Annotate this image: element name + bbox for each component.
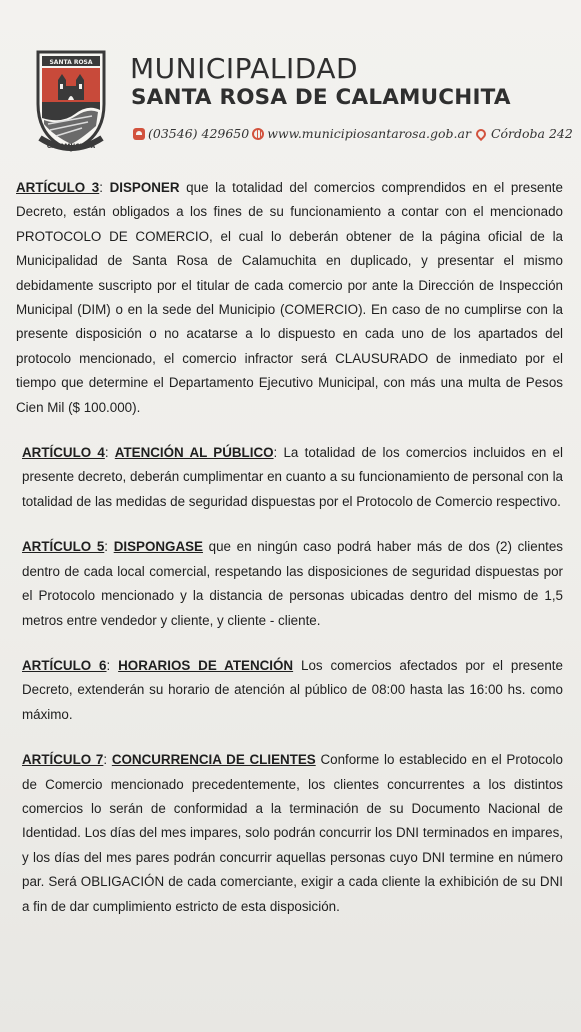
- article-text: que en ningún caso podrá haber más de dos (2) clientes dentro de cada local comercial, respetando las disposiciones de seguridad dispuestas por el Protocolo mencionado y la distancia de personas ubicadas dentro del mismo de 1,5 metros entre vendedor y cliente, y cliente - cliente.: [22, 539, 563, 628]
- article-heading: CONCURRENCIA DE CLIENTES: [111, 752, 316, 768]
- article-text: Conforme lo establecido en el Protocolo de Comercio mencionado precedentemente, los clientes concurrentes a los distintos comercios lo serán de conformidad a la terminación de su Documento Nacional de Identidad. Los días del mes impares, solo podrán concurrir los DNI terminados en impares, y los días del mes pares podrán concurrir aquellas personas cuyo DNI termine en número par. Será OBLIGACIÓN de cada comerciante, exigir a cada cliente la exhibición de su DNI a fin de dar cumplimiento estricto de esta disposición.: [22, 752, 563, 914]
- article-separator: :: [104, 445, 115, 461]
- article-separator: :: [104, 539, 114, 555]
- article-3: [16, 176, 563, 420]
- article-5: [22, 535, 563, 633]
- document-body: [16, 176, 563, 940]
- article-label: ARTÍCULO 7: [22, 752, 104, 768]
- article-label: ARTÍCULO 3: [16, 180, 100, 195]
- article-separator: :: [99, 180, 110, 195]
- municipality-title: MUNICIPALIDAD: [130, 52, 359, 85]
- article-heading: ATENCIÓN AL PÚBLICO: [114, 445, 274, 461]
- location-pin-icon: [474, 126, 488, 140]
- article-text: Los comercios afectados por el presente Decreto, extenderán su horario de atención al público de 08:00 hasta las 16:00 hs. como máximo.: [22, 657, 563, 722]
- website-link[interactable]: www.municipiosantarosa.gob.ar: [267, 126, 471, 141]
- article-label: ARTÍCULO 5: [22, 539, 105, 555]
- article-heading: HORARIOS DE ATENCIÓN: [118, 657, 294, 673]
- article-4: [22, 441, 563, 514]
- article-separator: :: [103, 752, 112, 768]
- contact-line: [133, 126, 573, 141]
- article-heading: DISPONER: [109, 180, 180, 195]
- crest-label-bottom: CALAMUCHITA: [46, 143, 96, 150]
- article-label: ARTÍCULO 6: [22, 657, 107, 673]
- phone-icon: [133, 128, 145, 140]
- article-7: [22, 748, 563, 919]
- article-heading: DISPONGASE: [113, 539, 203, 555]
- crest-label-top: SANTA ROSA: [49, 59, 93, 66]
- address: Córdoba 242: [490, 126, 573, 141]
- municipal-crest-icon: [30, 44, 112, 154]
- article-separator: :: [106, 657, 119, 673]
- phone-number: (03546) 429650: [148, 126, 250, 141]
- letterhead: [0, 0, 581, 165]
- article-text: : La totalidad de los comercios incluidos en el presente decreto, deberán cumplimentar en cuanto a su funcionamiento de personal con la totalidad de las medidas de seguridad dispuestas por el Protocolo de Comercio respectivo.: [22, 445, 563, 509]
- article-text: que la totalidad del comercios comprendidos en el presente Decreto, están obligados a los fines de su funcionamiento a contar con el mencionado PROTOCOLO DE COMERCIO, el cual lo deberán obtener de la página oficial de la Municipalidad de Santa Rosa de Calamuchita en duplicado, y presentar el mismo debidamente suscripto por el titular de cada comercio por ante la Dirección de Inspección Municipal (DIM) o en la sede del Municipio (COMERCIO). En caso de no cumplirse con la presente disposición o no acatarse a lo dispuesto en cada uno de los apartados del protocolo mencionado, el comercio infractor será CLAUSURADO de inmediato por el tiempo que determine el Departamento Ejecutivo Municipal, con más una multa de Pesos Cien Mil ($ 100.000).: [16, 180, 563, 415]
- article-6: [22, 654, 563, 727]
- municipality-name: SANTA ROSA DE CALAMUCHITA: [131, 85, 511, 110]
- article-label: ARTÍCULO 4: [22, 445, 105, 461]
- globe-icon: [252, 128, 264, 140]
